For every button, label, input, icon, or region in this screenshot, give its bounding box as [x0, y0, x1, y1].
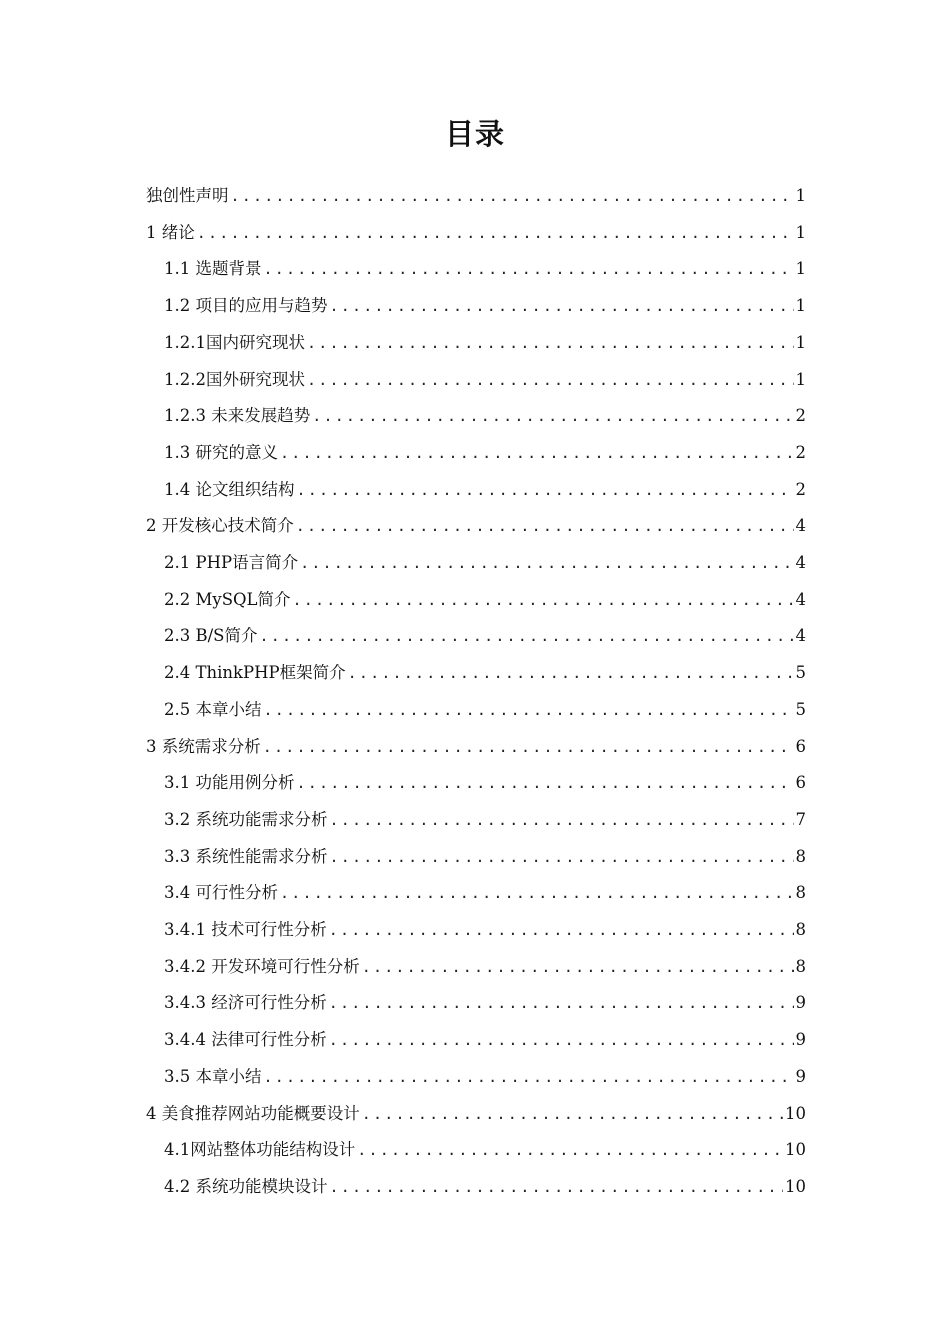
toc-entry [164, 1062, 806, 1092]
toc-entry [164, 952, 806, 982]
toc-entry-page-number: 8 [795, 956, 806, 976]
toc-entry [164, 621, 806, 651]
toc-entry [164, 254, 806, 284]
toc-entry-page-number: 4 [795, 553, 806, 572]
toc-entry [164, 842, 806, 872]
toc-entry [164, 291, 806, 321]
toc-dot-leader [330, 805, 794, 835]
toc-entry-title: 1.2 项目的应用与趋势 [164, 296, 328, 316]
toc-dot-leader [330, 842, 794, 872]
toc-dot-leader [280, 438, 794, 468]
toc-entry [164, 365, 806, 395]
toc-dot-leader [280, 878, 794, 908]
toc-entry-page-number: 5 [795, 699, 806, 719]
toc-entry [164, 915, 806, 945]
toc-entry-title: 2 开发核心技术简介 [146, 516, 294, 536]
toc-entry-title: 3.4.4 法律可行性分析 [164, 1030, 327, 1050]
toc-entry [164, 988, 806, 1018]
toc-entry-page-number: 8 [795, 883, 806, 903]
toc-entry [164, 401, 806, 431]
toc-entry-page-number: 4 [795, 516, 806, 536]
toc-dot-leader [329, 1025, 794, 1055]
toc-entry [164, 585, 806, 615]
toc-entry-title: 2.1 PHP语言简介 [164, 553, 299, 572]
toc-entry-page-number: 10 [785, 1176, 806, 1196]
toc-entry-page-number: 4 [795, 626, 806, 646]
toc-dot-leader [362, 952, 794, 982]
toc-entry-page-number: 8 [795, 920, 806, 939]
toc-dot-leader [297, 768, 794, 798]
toc-entry-page-number: 6 [795, 773, 806, 793]
toc-dot-leader [263, 732, 794, 762]
toc-entry-page-number: 1 [795, 332, 806, 352]
toc-entry [164, 475, 806, 505]
toc-entry [164, 878, 806, 908]
toc-dot-leader [348, 658, 794, 688]
toc-entry-page-number: 7 [795, 809, 806, 829]
toc-dot-leader [296, 511, 794, 541]
toc-entry [164, 768, 806, 798]
toc-entry-title: 1.1 选题背景 [164, 259, 262, 279]
toc-entry-title: 2.5 本章小结 [164, 699, 262, 719]
toc-dot-leader [300, 548, 793, 578]
toc-entry [146, 511, 806, 541]
toc-entry-title: 3.4 可行性分析 [164, 883, 278, 903]
toc-entry-title: 1 绪论 [146, 222, 195, 242]
toc-dot-leader [297, 475, 794, 505]
toc-entry-title: 3.5 本章小结 [164, 1066, 262, 1086]
toc-entry-page-number: 10 [785, 1103, 806, 1123]
toc-entry-page-number: 9 [795, 993, 806, 1013]
toc-entry-title: 4.2 系统功能模块设计 [164, 1176, 328, 1196]
toc-dot-leader [259, 621, 793, 651]
toc-dot-leader [307, 365, 794, 395]
toc-entry-page-number: 1 [795, 369, 806, 389]
toc-entry-title: 3.4.3 经济可行性分析 [164, 993, 327, 1013]
toc-entry-page-number: 8 [795, 846, 806, 866]
toc-entry-title: 3.4.2 开发环境可行性分析 [164, 956, 360, 976]
toc-entry [146, 218, 806, 248]
toc-entry-page-number: 6 [795, 736, 806, 756]
toc-entry [146, 181, 806, 211]
toc-entry-title: 3.1 功能用例分析 [164, 773, 295, 793]
toc-entry-title: 2.3 B/S简介 [164, 626, 258, 646]
toc-entry-title: 3 系统需求分析 [146, 736, 261, 756]
toc-entry-title: 1.2.2国外研究现状 [164, 369, 305, 389]
toc-entry-page-number: 2 [795, 442, 806, 462]
toc-entry [146, 732, 806, 762]
toc-entry-title: 2.4 ThinkPHP框架简介 [164, 663, 346, 683]
toc-entry-title: 独创性声明 [146, 186, 229, 205]
toc-entry [164, 1025, 806, 1055]
toc-entry-title: 4.1网站整体功能结构设计 [164, 1140, 356, 1160]
toc-entry [164, 328, 806, 358]
toc-dot-leader [293, 585, 794, 615]
toc-entry-page-number: 4 [795, 589, 806, 609]
toc-entry-page-number: 2 [795, 479, 806, 499]
toc-dot-leader [329, 915, 794, 945]
toc-entry [164, 1172, 806, 1202]
toc-entry [164, 695, 806, 725]
toc-entry [164, 548, 806, 578]
toc-entry-page-number: 5 [795, 663, 806, 683]
toc-dot-leader [362, 1099, 783, 1129]
toc-entry [164, 438, 806, 468]
toc-entry-title: 2.2 MySQL简介 [164, 589, 291, 609]
toc-entry [146, 1099, 806, 1129]
toc-entry-page-number: 9 [795, 1066, 806, 1086]
toc-entry-page-number: 9 [795, 1030, 806, 1050]
toc-entry-title: 1.4 论文组织结构 [164, 479, 295, 499]
toc-dot-leader [330, 291, 794, 321]
toc-entry [164, 805, 806, 835]
toc-dot-leader [264, 254, 794, 284]
toc-entry-title: 3.3 系统性能需求分析 [164, 846, 328, 866]
toc-entry-title: 1.2.1国内研究现状 [164, 332, 305, 352]
toc-entry-page-number: 2 [795, 406, 806, 426]
toc-entry-page-number: 10 [785, 1140, 806, 1160]
toc-dot-leader [197, 218, 794, 248]
toc-dot-leader [264, 695, 794, 725]
toc-dot-leader [329, 988, 794, 1018]
toc-entry [164, 658, 806, 688]
toc-dot-leader [330, 1172, 784, 1202]
toc-entry-title: 3.2 系统功能需求分析 [164, 809, 328, 829]
toc-entry-title: 1.2.3 未来发展趋势 [164, 406, 311, 426]
toc-dot-leader [312, 401, 793, 431]
toc-entry-page-number: 1 [795, 222, 806, 242]
toc-dot-leader [264, 1062, 794, 1092]
toc-title: 目录 [444, 117, 505, 151]
toc-entry-page-number: 1 [795, 186, 806, 205]
toc-entry-title: 4 美食推荐网站功能概要设计 [146, 1103, 360, 1123]
toc-dot-leader [357, 1135, 783, 1165]
toc-entry-title: 3.4.1 技术可行性分析 [164, 920, 327, 939]
toc-entry-page-number: 1 [795, 259, 806, 279]
toc-dot-leader [307, 328, 794, 358]
toc-entry-page-number: 1 [795, 296, 806, 316]
toc-dot-leader [231, 181, 794, 211]
toc-entry [164, 1135, 806, 1165]
toc-entry-title: 1.3 研究的意义 [164, 442, 278, 462]
